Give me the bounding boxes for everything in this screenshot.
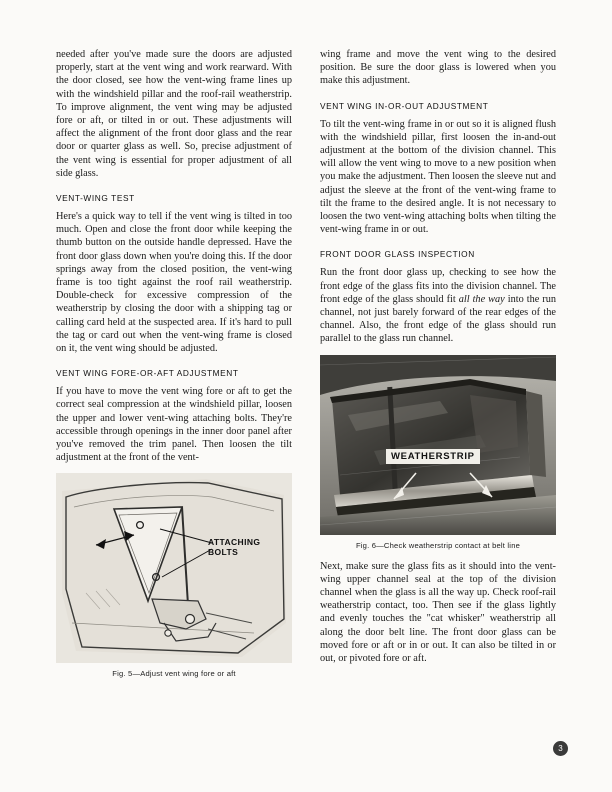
heading-vent-wing-in-out: VENT WING IN-OR-OUT ADJUSTMENT bbox=[320, 100, 489, 111]
right-column bbox=[320, 48, 556, 738]
vent-wing-line-drawing bbox=[56, 473, 292, 663]
left-column bbox=[56, 48, 292, 738]
right-paragraph-3-emphasis: all the way bbox=[458, 293, 505, 305]
right-paragraph-2: To tilt the vent-wing frame in or out so it is aligned flush with the windshield pillar, first loosen the in-and-out adjustment at the bottom of the division channel. This will allow the vent wing to move to a new position when you make the adjustment. Then loosen the sleeve nut and adjust the sleeve at the front of the vent-wing frame to tilt the frame to the desired angle. It is not necessary to loosen the two vent-wing attaching bolts when tilting the vent-wing frame in or out. bbox=[320, 118, 556, 236]
page-number: 3 bbox=[553, 741, 568, 756]
right-paragraph-3-part1: Run the front door glass up, checking to see how the front edge of the glass fits into the division channel. The front edge of the glass should fit bbox=[320, 267, 556, 305]
right-paragraph-3 bbox=[320, 266, 556, 345]
weatherstrip-photo bbox=[320, 355, 556, 535]
figure-5 bbox=[56, 473, 292, 678]
heading-front-door-glass-inspection: FRONT DOOR GLASS INSPECTION bbox=[320, 249, 475, 260]
left-paragraph-3: If you have to move the vent wing fore or aft to get the correct seal compression at the windshield pillar, loosen the upper and lower vent-wing attaching bolts. They're accessible through openings in the inner door panel after you've removed the trim panel. Then loosen the tilt adjustment at the front of the vent- bbox=[56, 386, 292, 464]
figure-6-label: WEATHERSTRIP bbox=[386, 449, 480, 464]
right-paragraph-1: wing frame and move the vent wing to the desired position. Be sure the door glass is lowered when you make this adjustment. bbox=[320, 49, 556, 87]
two-column-layout bbox=[56, 48, 556, 738]
figure-6-caption: Fig. 6—Check weatherstrip contact at belt line bbox=[355, 540, 521, 550]
figure-6 bbox=[320, 355, 556, 550]
right-paragraph-3-part2: into the run channel, not just barely forward of the rear edges of the channel. Also, the front edge of the glass should run parallel to the glass run channel. bbox=[320, 293, 557, 345]
figure-5-label: ATTACHING BOLTS bbox=[208, 537, 261, 558]
figure-5-drawing bbox=[56, 473, 292, 663]
figure-5-caption: Fig. 5—Adjust vent wing fore or aft bbox=[112, 669, 236, 679]
right-paragraph-4: Next, make sure the glass fits as it should into the vent-wing upper channel seal at the top of the division channel when the glass is all the way up. Check roof-rail weatherstrip contact, too. Then see if the glass lightly and evenly touches the "cat whisker" weatherstrip all along the door belt line. The front door glass can be moved fore or aft or in or out. It can also be tilted in or out, or pivoted fore or aft. bbox=[320, 560, 556, 665]
heading-vent-wing-test: VENT-WING TEST bbox=[56, 193, 135, 204]
left-paragraph-1: needed after you've made sure the doors are adjusted properly, start at the vent wing and work rearward. With the door closed, see how the vent-wing frame lines up with the windshield pillar and the roof-rail weatherstrip. To improve alignment, the vent wing may be adjusted fore or aft, or tilted in or out. These adjustments will affect the alignment of the front door glass and the rear door or quarter glass as well. So, precise adjustment of the vent wing is essential for proper adjustment of all side glass. bbox=[56, 49, 292, 179]
heading-vent-wing-fore-aft: VENT WING FORE-OR-AFT ADJUSTMENT bbox=[56, 368, 239, 379]
figure-6-photo bbox=[320, 355, 556, 535]
left-paragraph-2: Here's a quick way to tell if the vent wing is tilted in too much. Open and close the front door while keeping the thumb button on the outside handle depressed. Have the front door glass down when you're doing this. If the door springs away from the closed position, the vent-wing frame is too tight against the roof rail weatherstrip. Double-check for excessive compression of the weatherstrip by closing the door with a shipping tag or calling card held at the suspected area. If it's hard to pull the tag or card out when the vent-wing frame is closed on it, the vent wing should be adjusted. bbox=[56, 211, 292, 355]
